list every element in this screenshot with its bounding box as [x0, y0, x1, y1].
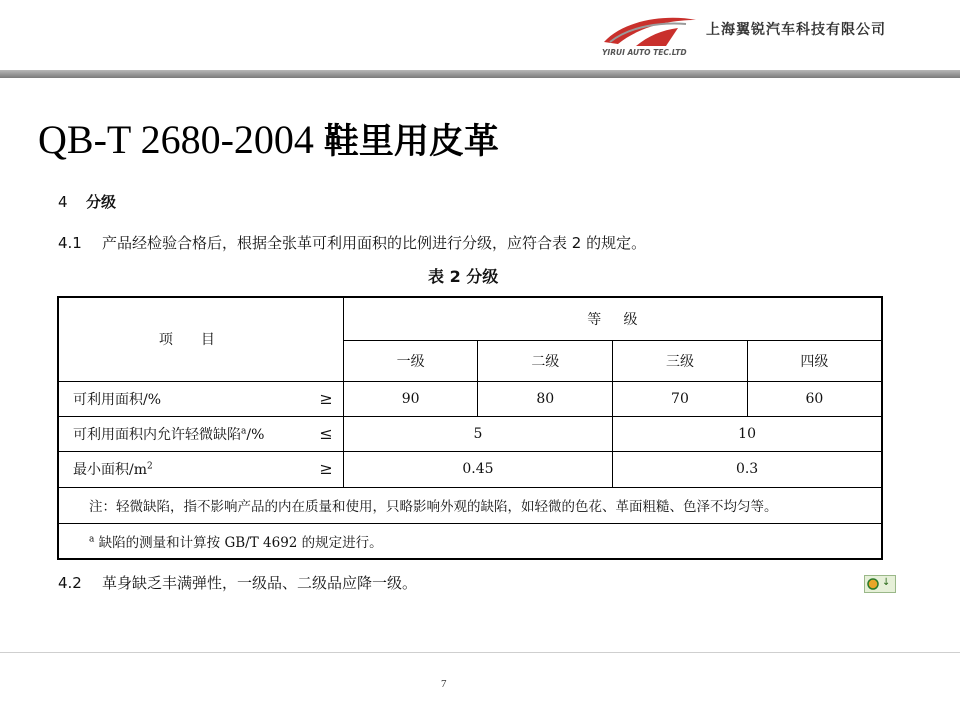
cell: 70 [613, 381, 748, 416]
section-num: 4 [58, 193, 68, 211]
header-item: 项目 [58, 297, 343, 381]
logo-caption: YIRUI AUTO TEC.LTD [602, 48, 687, 57]
paragraph-4-2 [58, 572, 417, 593]
p42-num: 4.2 [58, 574, 82, 592]
grade-table [57, 296, 883, 560]
paragraph-4-1 [58, 232, 646, 253]
op-le: ≤ [319, 423, 333, 443]
op-ge: ≥ [319, 388, 333, 408]
table-caption: 表 2 分级 [428, 267, 499, 286]
header-grade: 等 级 [343, 297, 882, 340]
p41-text: 产品经检验合格后，根据全张革可利用面积的比例进行分级，应符合表 2 的规定。 [102, 234, 647, 252]
row-label: 可利用面积/% ≥ [58, 381, 343, 416]
grade-3: 三级 [613, 340, 748, 381]
company-name: 上海翼锐汽车科技有限公司 [706, 22, 886, 38]
table-note-2: $^a$ 缺陷的测量和计算按 GB/T 4692 的规定进行。 [58, 523, 882, 559]
slide-title [38, 114, 499, 164]
globe-icon [867, 578, 879, 590]
cell: 80 [478, 381, 613, 416]
row-label: 最小面积$/m^2$ ≥ [58, 451, 343, 487]
row-label: 可利用面积内允许轻微缺陷$^a$/% ≤ [58, 416, 343, 451]
cell: 5 [343, 416, 612, 451]
cell: 0.3 [613, 451, 882, 487]
section-heading [58, 191, 116, 212]
grade-2: 二级 [478, 340, 613, 381]
table-row [58, 416, 882, 451]
title-zh: 鞋里用皮革 [323, 122, 499, 162]
cell: 10 [613, 416, 882, 451]
page-number: 7 [441, 678, 447, 690]
p41-num: 4.1 [58, 234, 82, 252]
cell: 90 [343, 381, 478, 416]
download-widget[interactable] [864, 575, 896, 593]
header-bar [0, 70, 960, 78]
cell: 0.45 [343, 451, 612, 487]
footer-divider [0, 652, 960, 653]
arrow-down-icon: ↓ [882, 577, 891, 588]
table-row [58, 451, 882, 487]
section-title: 分级 [86, 193, 117, 211]
grade-1: 一级 [343, 340, 478, 381]
table-row [58, 381, 882, 416]
op-ge: ≥ [319, 459, 333, 478]
cell: 60 [747, 381, 882, 416]
title-code: QB-T 2680-2004 [38, 117, 314, 162]
company-logo [596, 12, 702, 58]
grade-4: 四级 [747, 340, 882, 381]
p42-text: 革身缺乏丰满弹性，一级品、二级品应降一级。 [102, 574, 418, 592]
table-note-1: 注：轻微缺陷，指不影响产品的内在质量和使用，只略影响外观的缺陷，如轻微的色花、革面粗糙、色泽不均匀等。 [58, 487, 882, 523]
